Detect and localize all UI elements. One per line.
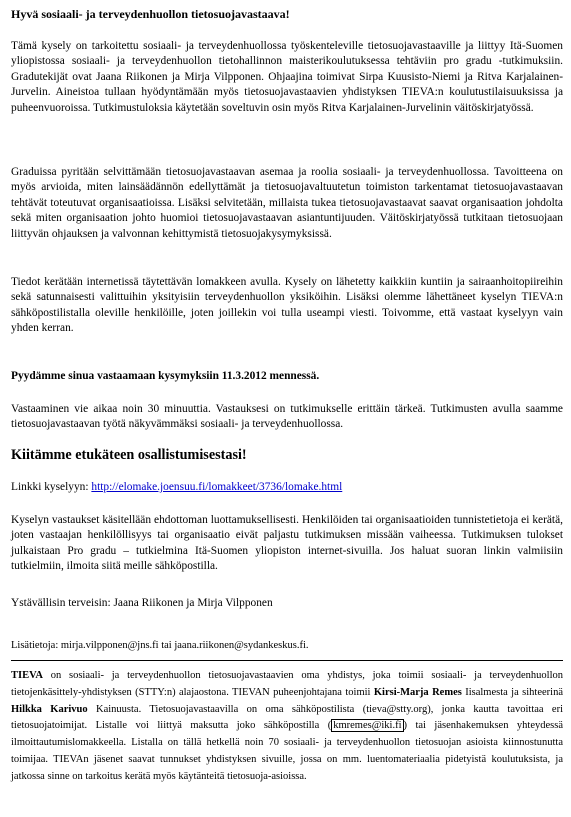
tieva-paragraph: [11, 668, 563, 786]
tieva-chair: Kirsi-Marja Remes: [373, 686, 462, 698]
tieva-text-3: Kainuusta. Tietosuojavastaavilla on oma sähköpostilista (tieva@stty.org), jonka kautta tavoittaa eri tietosuojatoimijat. Listalle voi liittyä maksutta joko sähköpostilla (: [11, 703, 563, 732]
tieva-text-4: ) tai jäsenhakemuksen yhteydessä ilmoittautumislomakkeella. Listalla on tällä hetkellä noin 70 sosiaali- ja terveydenhuollon tietosuojan asioista kiinnostunutta toimijaa. TIEVAn jäsenet saavat tunnukset yhdistyksen sivuille, jossa on mm. luentomateriaalia pidetyistä koulutuksista, ja jatkossa sinne on tarkoitus kerätä myös käytänteitä tietosuoja-asioissa.: [11, 720, 563, 782]
thanks-heading: Kiitämme etukäteen osallistumisestasi!: [11, 447, 247, 463]
duration-paragraph: Vastaaminen vie aikaa noin 30 minuuttia. Vastauksesi on tutkimukselle erittäin tärkeä. Tutkimusten avulla saamme tietosuojavastaavan työtä näkyvämmäksi sosiaali- ja terveydenhuollossa.: [11, 403, 563, 431]
contact-line: Lisätietoja: mirja.vilpponen@jns.fi tai jaana.riikonen@sydankeskus.fi.: [11, 640, 309, 651]
greeting-heading: Hyvä sosiaali- ja terveydenhuollon tietosuojavastaava!: [11, 7, 290, 21]
intro-paragraph: Tämä kysely on tarkoitettu sosiaali- ja terveydenhuollossa työskenteleville tietosuojavastaaville ja liittyy Itä-Suomen yliopistossa sosiaali- ja terveydenhuollon tietohallinnon maisterikoulutuksessa tehtäviin pro gradu -tutkimuksiin. Gradutekijät ovat Jaana Riikonen ja Mirja Vilpponen. Ohjaajina toimivat Sirpa Kuusisto-Niemi ja Ritva Karjalainen-Jurvelin. Aineistoa tullaan hyödyntämään myös tietosuojavastaavien yhdistyksen TIEVA:n koulutustilaisuuksissa ja puheenvuoroissa. Tutkimustuloksia käytetään soveltuvin osin myös Ritva Karjalainen-Jurvelinin väitöskirjatyössä.: [11, 40, 563, 114]
regards-line: Ystävällisin terveisin: Jaana Riikonen ja Mirja Vilpponen: [11, 597, 273, 609]
tieva-text-1: on sosiaali- ja terveydenhuollon tietosuojavastaavien oma yhdistys, joka toimii sosiaali- ja terveydenhuollon tietojenkäsittely-yhdistyksen (STTY:n) alajaostona. TIEVAN puheenjohtajana toimii: [11, 670, 563, 698]
tieva-name: TIEVA: [11, 670, 43, 681]
survey-link-line: [11, 480, 563, 495]
tieva-secretary: Hilkka Karivuo: [11, 703, 88, 715]
deadline-text: Pyydämme sinua vastaamaan kysymyksiin 11.3.2012 mennessä.: [11, 370, 320, 382]
confidentiality-paragraph: Kyselyn vastaukset käsitellään ehdottoman luottamuksellisesti. Henkilöiden tai organisaatioiden tunnistetietoja ei kerätä, joten vastaajan henkilöllisyys tai organisaatio eivät paljastu tutkimuksen missään vaiheessa. Tutkimuksen tulokset julkaistaan Pro gradu – tutkielmina Itä-Suomen yliopiston internet-sivuilla. Jos haluat suoran linkin valmiisiin tutkielmiin, ilmoita siitä meille sähköpostilla.: [11, 514, 563, 573]
divider: [11, 660, 563, 661]
tieva-text-2: Iisalmesta ja sihteerinä: [461, 686, 563, 698]
survey-link[interactable]: http://elomake.joensuu.fi/lomakkeet/3736/lomake.html: [91, 481, 343, 493]
aims-paragraph: Graduissa pyritään selvittämään tietosuojavastaavan asemaa ja roolia sosiaali- ja terveydenhuollossa. Tavoitteena on myös arvioida, miten lainsäädännön edellyttämät ja tietosuojavaltuutetun toimiston tarkentamat tietosuojavastaavan tehtävät toteutuvat organisaatioissa. Lisäksi selvitetään, millaista tukea tietosuojavastaavat saavat organisaation johdolta sekä miten organisaation johto huomioi tietosuojavastaavan asiantuntijuuden. Väitöskirjatyössä tutkitaan tietosuojaan liittyvän ohjauksen ja valvonnan kehittymistä tietosuojakysymyksissä.: [11, 166, 563, 240]
collection-paragraph: Tiedot kerätään internetissä täytettävän lomakkeen avulla. Kysely on lähetetty kaikkiin kuntiin ja sairaanhoitopiireihin sekä satunnaisesti valittuihin yksityisiin terveydenhuollon yksiköihin. Lisäksi olemme lähettäneet kyselyn TIEVA:n sähköpostilistalla oleville henkilöille, joten joillekin voi tulla useampi viesti. Toivomme, että vastaat kyselyyn vain yhden kerran.: [11, 276, 563, 335]
survey-link-label: Linkki kyselyyn:: [11, 481, 92, 493]
tieva-email: kmremes@iki.fi: [333, 720, 402, 732]
